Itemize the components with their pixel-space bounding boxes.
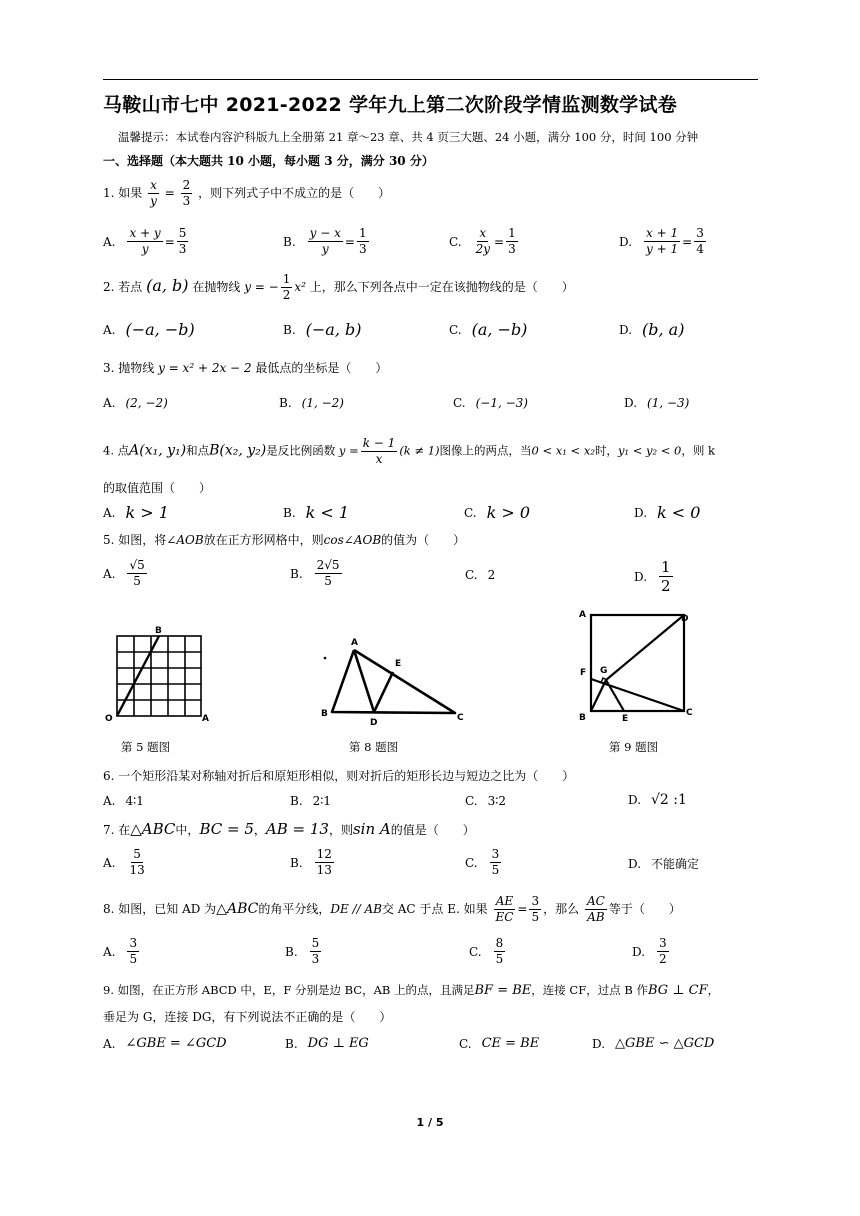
q9-option-b[interactable]: B. DG ⊥ EG: [285, 1036, 369, 1051]
fig9-label-g: G: [600, 666, 608, 676]
q6-option-d[interactable]: D. √2 :1: [628, 792, 687, 808]
question-9: 9. 如图，在正方形 ABCD 中，E，F 分别是边 BC，AB 上的点，且满足BF = BE，连接 CF，过点 B 作BG ⊥ CF，: [103, 983, 720, 998]
fig5-label-a: A: [202, 714, 209, 724]
figure-8-triangle: [318, 632, 478, 730]
fig5-grid-lines: [117, 636, 201, 716]
figure-8-caption: 第 8 题图: [349, 740, 399, 754]
q7-option-d[interactable]: D. 不能确定: [628, 856, 700, 871]
fig8-triangle-abc: [332, 650, 455, 713]
question-8: 8. 如图，已知 AD 为△ABC的角平分线，DE // AB交 AC 于点 E. 如果 $\frac{AE}{EC}$ = $\frac{3}{5}$ ，那么 $\frac{AC}{AB}$ 等于（ ）: [103, 894, 681, 924]
fig9-square-abcd: [591, 615, 684, 711]
q3-option-d[interactable]: D. (1, −3): [624, 396, 690, 410]
q1-stem-post: ，则下列式子中不成立的是（ ）: [198, 186, 391, 200]
fig9-label-c: C: [686, 708, 693, 718]
fig8-label-b: B: [321, 709, 328, 719]
q7-option-b[interactable]: B. $\frac{12}{13}$: [290, 847, 332, 877]
fig9-label-b: B: [579, 713, 586, 723]
q7-option-c[interactable]: C. $\frac{3}{5}$: [465, 847, 500, 877]
fig8-label-d: D: [370, 718, 378, 728]
q1-frac: $\frac{x}{y}$: [150, 178, 157, 208]
q9-option-a[interactable]: A. ∠GBE = ∠GCD: [103, 1036, 227, 1051]
question-5: 5. 如图，将∠AOB放在正方形网格中，则cos∠AOB的值为（ ）: [103, 533, 466, 547]
q1-option-d[interactable]: D. $\frac{x + 1}{y + 1}$ = $\frac{3}{4}$: [619, 226, 704, 256]
q3-option-a[interactable]: A. (2, −2): [103, 396, 168, 410]
figure-5-grid: [104, 624, 214, 724]
fig9-segment-eg: [606, 680, 624, 711]
fig9-segment-dg: [606, 615, 684, 680]
q3-option-c[interactable]: C. (−1, −3): [453, 396, 528, 410]
page-title: 马鞍山市七中 2021-2022 学年九上第二次阶段学情监测数学试卷: [103, 94, 678, 116]
question-4: 4. 点A(x₁, y₁)和点B(x₂, y₂)是反比例函数 y = $\frac{k - 1}{x}$ (k ≠ 1)图像上的两点，当0 < x₁ < x₂时，y₁ < y₂ < 0，则 k: [103, 436, 715, 466]
q3-option-b[interactable]: B. (1, −2): [279, 396, 344, 410]
q6-option-a[interactable]: A. 4∶1: [103, 794, 144, 808]
question-6: 6. 一个矩形沿某对称轴对折后和原矩形相似，则对折后的矩形长边与短边之比为（ ）: [103, 769, 575, 783]
figure-9-caption: 第 9 题图: [609, 740, 659, 754]
q2-option-c[interactable]: C. (a, −b): [449, 320, 528, 339]
q4-option-d[interactable]: D. k < 0: [634, 503, 701, 522]
q6-option-b[interactable]: B. 2∶1: [290, 794, 332, 808]
fig8-label-e: E: [395, 659, 402, 669]
section-heading: 一、选择题（本大题共 10 小题，每小题 3 分，满分 30 分）: [103, 154, 434, 168]
q5-option-c[interactable]: C. 2: [465, 568, 496, 582]
fig8-label-c: C: [457, 713, 464, 723]
q2-point: (a, b): [146, 276, 189, 295]
question-2: 2. 若点 (a, b) 在抛物线 y = − $\frac{1}{2}$ x² 上，那么下列各点中一定在该抛物线的是（ ）: [103, 272, 574, 302]
question-1: 1. 如果 $\frac{x}{y}$ = $\frac{2}{3}$ ，则下列式子中不成立的是（ ）: [103, 178, 391, 208]
q6-option-c[interactable]: C. 3∶2: [465, 794, 506, 808]
q5-option-b[interactable]: B. $\frac{2√5}{5}$: [290, 558, 340, 588]
fig8-segment-de: [374, 672, 393, 712]
q9-option-c[interactable]: C. CE = BE: [459, 1036, 540, 1051]
q1-option-c[interactable]: C. $\frac{x}{2y}$ = $\frac{1}{3}$: [449, 226, 516, 256]
fig9-label-e: E: [622, 714, 629, 724]
fig9-label-a: A: [579, 610, 586, 620]
q8-option-a[interactable]: A. $\frac{3}{5}$: [103, 936, 138, 966]
fig9-label-f: F: [580, 668, 587, 678]
q1-stem-pre: 1. 如果: [103, 186, 143, 200]
page-number: 1 / 5: [416, 1116, 444, 1129]
q3-equation: y = x² + 2x − 2: [158, 361, 252, 375]
q8-option-c[interactable]: C. $\frac{8}{5}$: [469, 936, 504, 966]
q2-option-d[interactable]: D. (b, a): [619, 320, 685, 339]
q8-option-d[interactable]: D. $\frac{3}{2}$: [632, 936, 667, 966]
q5-option-a[interactable]: A. $\frac{√5}{5}$: [103, 558, 145, 588]
fig9-label-d: D: [681, 614, 689, 624]
q1-rhs: $\frac{2}{3}$: [182, 178, 191, 208]
q9-option-d[interactable]: D. △GBE ∽ △GCD: [592, 1036, 715, 1051]
figure-5-caption: 第 5 题图: [121, 740, 171, 754]
question-4-line2: 的取值范围（ ）: [103, 481, 212, 495]
fig9-segment-bg: [591, 680, 606, 711]
fig5-label-b: B: [155, 626, 162, 636]
question-3: 3. 抛物线 y = x² + 2x − 2 最低点的坐标是（ ）: [103, 361, 388, 375]
q2-option-a[interactable]: A. (−a, −b): [103, 320, 195, 339]
q4-option-b[interactable]: B. k < 1: [283, 503, 350, 522]
question-7: 7. 在△ABC中，BC = 5，AB = 13，则sin A的值是（ ）: [103, 820, 475, 838]
q4-option-c[interactable]: C. k > 0: [464, 503, 531, 522]
fig8-dot: [324, 657, 327, 660]
q1-option-b[interactable]: B. $\frac{y - x}{y}$ = $\frac{1}{3}$: [283, 226, 367, 256]
q8-option-b[interactable]: B. $\frac{5}{3}$: [285, 936, 320, 966]
exam-tip: 温馨提示：本试卷内容沪科版九上全册第 21 章～23 章、共 4 页三大题、24 小题，满分 100 分，时间 100 分钟: [118, 130, 699, 144]
fig8-label-a: A: [351, 638, 358, 648]
q7-option-a[interactable]: A. $\frac{5}{13}$: [103, 847, 145, 877]
fig5-label-o: O: [105, 714, 113, 724]
q4-option-a[interactable]: A. k > 1: [103, 503, 169, 522]
question-9-line2: 垂足为 G，连接 DG，有下列说法不正确的是（ ）: [103, 1010, 392, 1024]
header-rule: [103, 79, 758, 80]
fig5-ray-ob: [117, 636, 159, 716]
q1-option-a[interactable]: A. $\frac{x + y}{y}$ = $\frac{5}{3}$: [103, 226, 187, 256]
q5-option-d[interactable]: D. $\frac{1}{2}$: [634, 558, 671, 595]
q2-option-b[interactable]: B. (−a, b): [283, 320, 362, 339]
figure-9-square: [576, 603, 706, 725]
